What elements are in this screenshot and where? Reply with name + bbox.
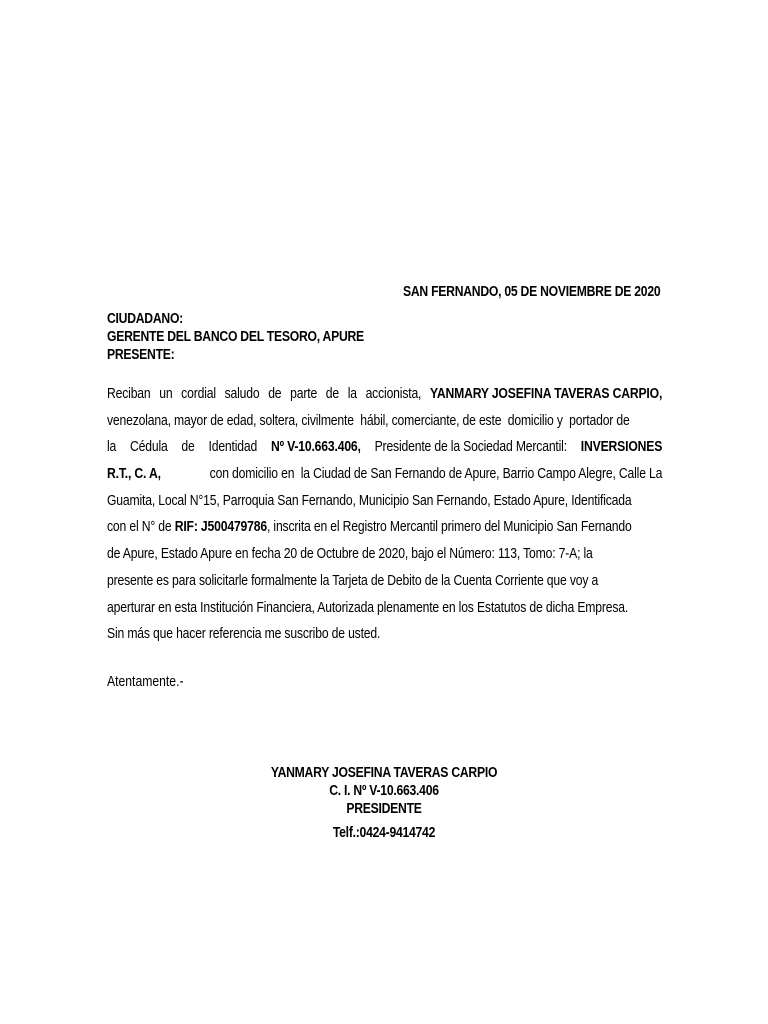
body-word: Identidad bbox=[208, 439, 258, 456]
shareholder-name: YANMARY JOSEFINA TAVERAS CARPIO, bbox=[429, 386, 663, 402]
addressee-presente: PRESENTE: bbox=[107, 347, 175, 363]
body-text-segment: de Apure, Estado Apure en fecha 20 de Octubre de 2020, bajo el Número: 113, Tomo: 7-A; la bbox=[107, 546, 593, 563]
body-text-segment: con el N° de bbox=[107, 519, 172, 536]
body-text-segment: aperturar en esta Institución Financiera, Autorizada plenamente en los Estatutos de dicha Empresa. bbox=[107, 599, 629, 616]
body-text-segment: Guamita, Local N°15, Parroquia San Fernando, Municipio San Fernando, Estado Apure, Identificada bbox=[107, 492, 632, 509]
body-line-9 bbox=[107, 600, 662, 627]
body-word: parte bbox=[290, 386, 318, 402]
letter-body bbox=[107, 386, 662, 653]
body-word: saludo bbox=[224, 386, 260, 402]
signer-name: YANMARY JOSEFINA TAVERAS CARPIO bbox=[270, 765, 498, 781]
body-text-segment: Presidente de la Sociedad Mercantil: bbox=[374, 439, 567, 456]
signer-phone: Telf.:0424-9414742 bbox=[332, 825, 436, 841]
signer-title: PRESIDENTE bbox=[346, 801, 422, 817]
id-number: Nº V-10.663.406, bbox=[270, 439, 361, 456]
body-line-4 bbox=[107, 466, 662, 493]
body-word: Reciban bbox=[107, 386, 151, 402]
body-text-segment: , inscrita en el Registro Mercantil primero del Municipio San Fernando bbox=[266, 519, 632, 536]
body-line-1 bbox=[107, 386, 662, 413]
addressee-recipient: GERENTE DEL BANCO DEL TESORO, APURE bbox=[107, 329, 364, 345]
body-word: un bbox=[159, 386, 173, 402]
addressee-block bbox=[107, 310, 413, 364]
body-word: de bbox=[268, 386, 282, 402]
date-line: SAN FERNANDO, 05 DE NOVIEMBRE DE 2020 bbox=[402, 284, 660, 300]
closing-text: Atentamente.- bbox=[107, 674, 184, 690]
body-word: de bbox=[181, 439, 195, 456]
body-word: cordial bbox=[181, 386, 216, 402]
body-word: accionista, bbox=[365, 386, 422, 402]
body-line-5 bbox=[107, 493, 662, 520]
signature-block bbox=[0, 764, 768, 842]
rif-number: RIF: J500479786 bbox=[174, 519, 267, 536]
closing-block bbox=[107, 674, 198, 690]
body-line-2 bbox=[107, 413, 662, 440]
body-line-10 bbox=[107, 626, 662, 653]
addressee-salutation: CIUDADANO: bbox=[107, 311, 183, 327]
body-word: de bbox=[325, 386, 339, 402]
body-line-8 bbox=[107, 573, 662, 600]
body-word: Cédula bbox=[129, 439, 168, 456]
body-line-6 bbox=[107, 519, 662, 546]
signer-id: C. I. Nº V-10.663.406 bbox=[329, 783, 439, 799]
body-word: la bbox=[107, 439, 117, 456]
body-text-segment: venezolana, mayor de edad, soltera, civilmente hábil, comerciante, de este domicilio y portador de bbox=[107, 412, 630, 429]
body-text-segment: con domicilio en la Ciudad de San Fernando de Apure, Barrio Campo Alegre, Calle La bbox=[209, 466, 663, 483]
body-line-7 bbox=[107, 546, 662, 573]
company-name-part2: R.T., C. A, bbox=[107, 466, 161, 483]
company-name-part1: INVERSIONES bbox=[580, 439, 663, 456]
body-word: la bbox=[347, 386, 357, 402]
body-line-3 bbox=[107, 439, 662, 466]
body-text-segment: presente es para solicitarle formalmente la Tarjeta de Debito de la Cuenta Corriente que voy a bbox=[107, 572, 599, 589]
body-text-segment bbox=[107, 519, 632, 535]
body-text-segment: Sin más que hacer referencia me suscribo de usted. bbox=[107, 626, 381, 643]
